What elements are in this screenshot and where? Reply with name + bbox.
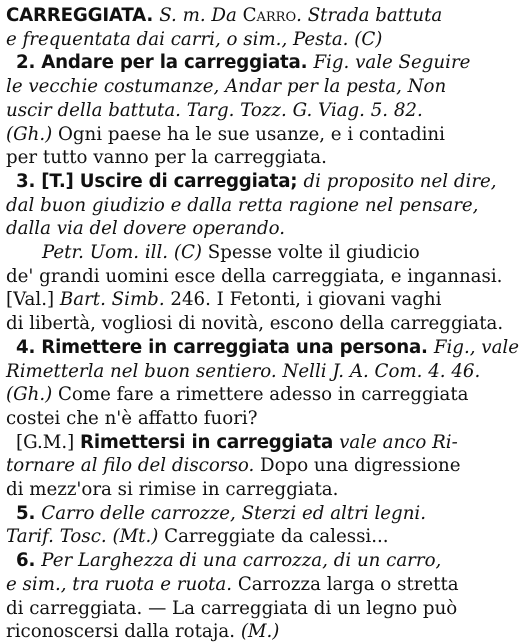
entry-text: Bart. Simb. xyxy=(59,289,165,311)
entry-line xyxy=(6,407,460,431)
entry-line xyxy=(6,454,460,478)
entry-text: Petr. Uom. ill. (C) xyxy=(42,242,202,264)
entry-line xyxy=(6,75,460,99)
entry-text: de' grandi uomini esce della carreggiata, e ingannasi. xyxy=(6,265,503,287)
entry-line xyxy=(6,146,460,170)
entry-text: 2. Andare per la carreggiata. xyxy=(16,52,314,74)
entry-text: di libertà, vogliosi di novità, escono della carreggiata. xyxy=(6,313,504,335)
entry-line xyxy=(6,312,504,336)
entry-line xyxy=(6,573,460,597)
entry-text: le vecchie costumanze, Andar per la pesta, Non xyxy=(6,76,447,98)
entry-text: (Gh.) xyxy=(6,123,53,145)
entry-text: Fig., vale xyxy=(433,336,519,358)
entry-text: di carreggiata. — La carreggiata di un legno può xyxy=(6,597,458,619)
entry-text: costei che n'è affatto fuori? xyxy=(6,407,258,429)
entry-text: Rimetterla nel buon sentiero. Nelli J. A. Com. 4. 46. xyxy=(6,360,481,382)
entry-text: riconoscersi dalla rotaja. xyxy=(6,621,241,643)
entry-text: [Val.] xyxy=(6,289,60,311)
entry-line xyxy=(6,217,460,241)
entry-text: Per Larghezza di una carrozza, di un carro, xyxy=(41,550,442,572)
entry-text: 246. I Fetonti, i giovani vaghi xyxy=(164,289,442,311)
entry-line xyxy=(6,431,460,455)
entry-text: 4. Rimettere in carreggiata una persona. xyxy=(16,336,434,358)
entry-text: per tutto vanno per la carreggiata. xyxy=(6,147,327,169)
entry-text: 5. xyxy=(16,502,42,524)
entry-line xyxy=(6,336,519,360)
entry-line xyxy=(6,265,503,289)
entry-text: Carrozza larga o stretta xyxy=(232,573,459,595)
entry-text: Rimettersi in carreggiata xyxy=(80,431,340,453)
entry-text: CARREGGIATA. xyxy=(6,5,160,26)
entry-text: Tarif. Tosc. (Mt.) xyxy=(6,526,159,548)
entry-line xyxy=(6,620,460,644)
entry-line xyxy=(6,194,479,218)
entry-text: S. m. Da xyxy=(159,5,243,26)
entry-text: dalla via del dovere operando. xyxy=(6,218,285,240)
entry-line xyxy=(6,525,460,549)
entry-line xyxy=(6,99,460,123)
entry-text: di mezz'ora si rimise in carreggiata. xyxy=(6,479,339,501)
entry-line xyxy=(6,549,460,573)
entry-text: (M.) xyxy=(240,621,280,643)
entry-line xyxy=(6,51,471,75)
entry-text: 3. [T.] Uscire di carreggiata; xyxy=(16,170,304,192)
entry-text: Carro xyxy=(242,5,297,26)
entry-text: e sim., tra ruota e ruota. xyxy=(6,573,233,595)
entry-text: [G.M.] xyxy=(16,431,81,453)
entry-text: Come fare a rimettere adesso in carreggiata xyxy=(52,384,469,406)
entry-line xyxy=(6,170,497,194)
entry-text: Ogni paese ha le sue usanze, e i contadini xyxy=(52,123,445,145)
entry-text: vale anco Ri- xyxy=(339,431,458,453)
entry-text: uscir della battuta. Targ. Tozz. G. Viag. 5. 82. xyxy=(6,99,423,121)
entry-text: tornare al filo del discorso. xyxy=(6,455,255,477)
entry-text: Carro delle carrozze, Sterzi ed altri legni. xyxy=(41,502,427,524)
entry-line xyxy=(6,288,460,312)
entry-text: Spesse volte il giudicio xyxy=(201,242,420,264)
entry-text: Carreggiate da calessi... xyxy=(158,526,389,548)
entry-line xyxy=(6,502,460,526)
entry-line xyxy=(6,383,469,407)
entry-line xyxy=(6,4,460,28)
entry-text: dal buon giudizio e dalla retta ragione nel pensare, xyxy=(6,194,479,216)
entry-text: di proposito nel dire, xyxy=(303,170,497,192)
entry-line xyxy=(6,478,460,502)
entry-text: e frequentata dai carri, o sim., Pesta. (C) xyxy=(6,28,383,50)
entry-line xyxy=(6,28,460,52)
entry-line xyxy=(6,123,460,147)
entry-text: . Strada battuta xyxy=(296,5,443,26)
entry-line xyxy=(6,360,481,384)
entry-text: 6. xyxy=(16,550,42,572)
entry-line xyxy=(6,241,460,265)
entry-text: Dopo una digressione xyxy=(254,455,461,477)
entry-text: Fig. vale Seguire xyxy=(313,52,471,74)
entry-line xyxy=(6,597,460,621)
entry-text: (Gh.) xyxy=(6,384,53,406)
